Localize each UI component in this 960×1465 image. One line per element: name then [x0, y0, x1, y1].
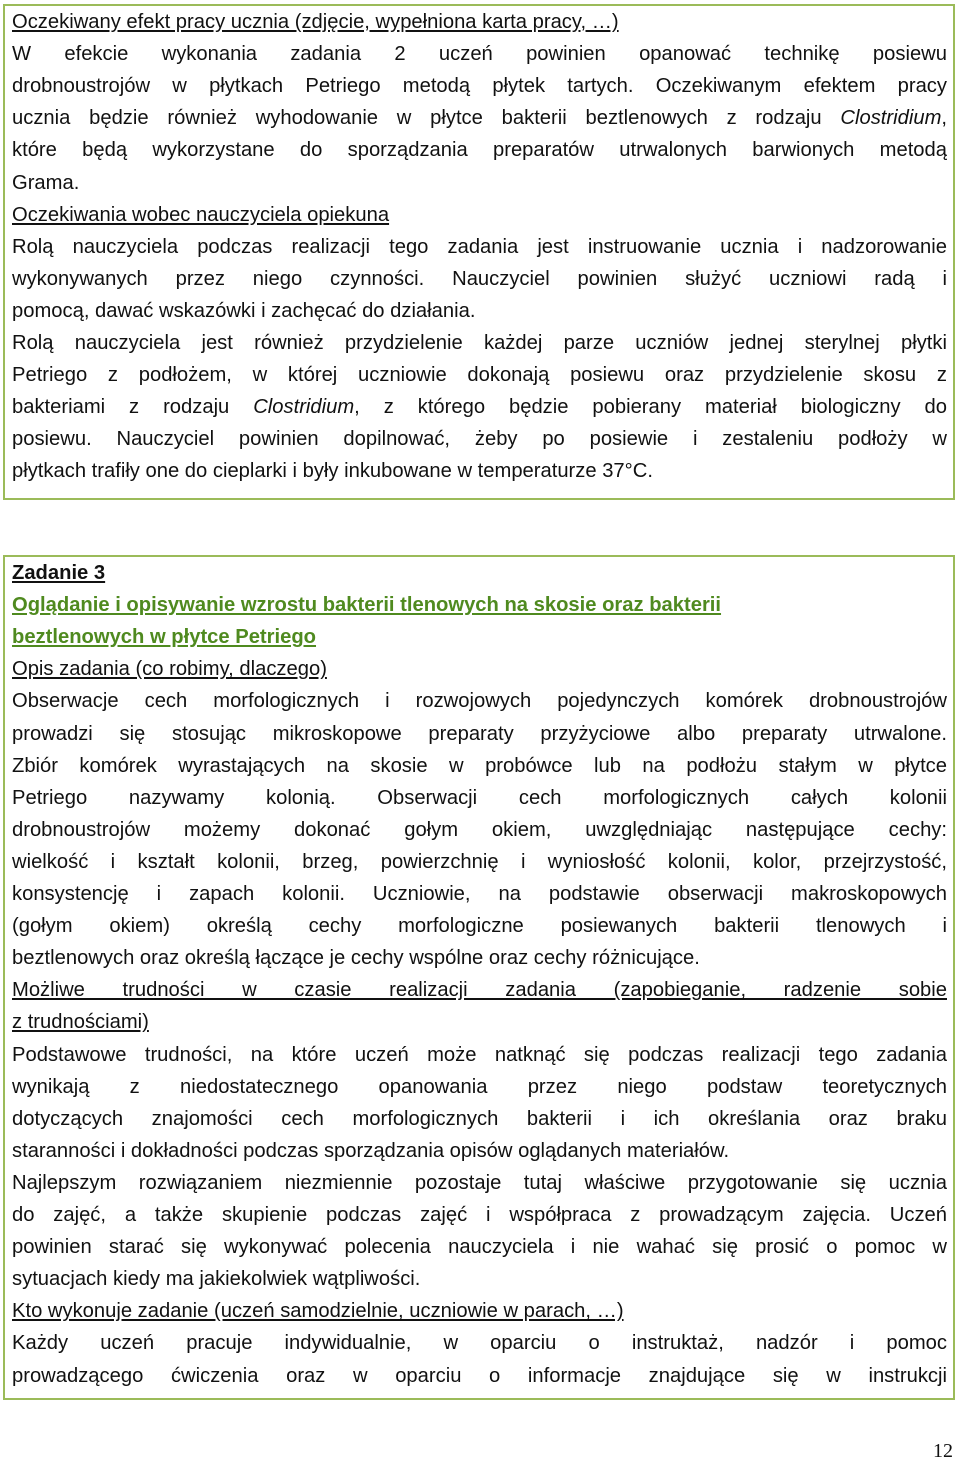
box2-line: (gołym okiem) określą cechy morfologiczne posiewanych bakterii tlenowych i [12, 915, 947, 938]
box1-line: płytkach trafiły one do cieplarki i były inkubowane w temperaturze 37°C. [12, 460, 653, 483]
box1-line: wykonywanych przez niego czynności. Nauczyciel powinien służyć uczniowi radą i [12, 267, 947, 290]
box1-line: Petriego z podłożem, w której uczniowie dokonają posiewu oraz przydzielenie skosu z [12, 364, 947, 387]
box2-line: konsystencję i zapach kolonii. Uczniowie, na podstawie obserwacji makroskopowych [12, 883, 947, 905]
box2-line: powinien starać się wykonywać polecenia nauczyciela i nie wahać się prosić o pomoc w [12, 1236, 947, 1259]
box1-line: drobnoustrojów w płytkach Petriego metodą płytek tartych. Oczekiwanym efektem pracy [12, 75, 947, 98]
box2-line: Zadanie 3 [12, 562, 106, 584]
box2-line: Każdy uczeń pracuje indywidualnie, w oparciu o instruktaż, nadzór i pomoc [12, 1332, 947, 1355]
box2-line: wynikają z niedostatecznego opanowania przez niego podstaw teoretycznych [12, 1075, 947, 1098]
box1-line: W efekcie wykonania zadania 2 uczeń powinien opanować technikę posiewu [12, 43, 947, 66]
box2-line: Obserwacje cech morfologicznych i rozwojowych pojedynczych komórek drobnoustrojów [12, 690, 947, 713]
box1-line: Grama. [12, 171, 80, 194]
box2-line: Opis zadania (co robimy, dlaczego) [12, 658, 327, 681]
box1-line: Rolą nauczyciela jest również przydzielenie każdej parze uczniów jednej sterylnej płytki [12, 332, 947, 354]
box2-line: prowadzącego ćwiczenia oraz w oparciu o informacje znajdujące się w instrukcji [12, 1364, 947, 1387]
box2-line: Najlepszym rozwiązaniem niezmiennie pozostaje tutaj właściwe przygotowanie się ucznia [12, 1171, 947, 1194]
box2-line: Oglądanie i opisywanie wzrostu bakterii tlenowych na skosie oraz bakterii [12, 594, 722, 617]
box2-line: Petriego nazywamy kolonią. Obserwacji cech morfologicznych całych kolonii [12, 786, 947, 809]
box1-line: Rolą nauczyciela podczas realizacji tego zadania jest instruowanie ucznia i nadzorowanie [12, 235, 947, 258]
box2-line: staranności i dokładności podczas sporządzania opisów oglądanych materiałów. [12, 1139, 730, 1162]
box2-line: Podstawowe trudności, na które uczeń może natknąć się podczas realizacji tego zadania [12, 1043, 947, 1066]
box2-line: Możliwe trudności w czasie realizacji zadania (zapobieganie, radzenie sobie [12, 979, 947, 1002]
box2-line: drobnoustrojów możemy dokonać gołym okiem, uwzględniając następujące cechy: [12, 818, 947, 841]
box2-line: do zajęć, a także skupienie podczas zajęć i współpraca z prowadzącym zajęcia. Uczeń [12, 1204, 947, 1226]
box1-line: ucznia będzie również wyhodowanie w płytce bakterii beztlenowych z rodzaju Clostridium, [12, 107, 947, 130]
box1-line: bakteriami z rodzaju Clostridium, z którego będzie pobierany materiał biologiczny do [12, 396, 947, 419]
box1-line: Oczekiwania wobec nauczyciela opiekuna [12, 203, 390, 226]
page-number: 12 [933, 1440, 953, 1462]
box2-line: Kto wykonuje zadanie (uczeń samodzielnie, uczniowie w parach, …) [12, 1300, 624, 1323]
box2-line: z trudnościami) [12, 1011, 149, 1034]
box1-line: które będą wykorzystane do sporządzania preparatów utrwalonych barwionych metodą [12, 139, 947, 162]
box2-line: beztlenowych w płytce Petriego [12, 626, 317, 649]
box2-line: Zbiór komórek wyrastających na skosie w probówce lub na podłożu stałym w płytce [12, 754, 947, 777]
box2-line: sytuacjach kiedy ma jakiekolwiek wątpliwości. [12, 1268, 421, 1291]
box2-line: prowadzi się stosując mikroskopowe preparaty przyżyciowe albo preparaty utrwalone. [12, 722, 947, 745]
box2-line: dotyczących znajomości cech morfologicznych bakterii i ich określania oraz braku [12, 1107, 947, 1130]
box1-line: Oczekiwany efekt pracy ucznia (zdjęcie, wypełniona karta pracy, …) [12, 11, 619, 33]
box1-line: pomocą, dawać wskazówki i zachęcać do działania. [12, 299, 476, 322]
box2-line: wielkość i kształt kolonii, brzeg, powierzchnię i wyniosłość kolonii, kolor, przejrzystość, [12, 850, 947, 873]
box2-line: beztlenowych oraz określą łączące je cechy wspólne oraz cechy różnicujące. [12, 947, 700, 970]
box1-line: posiewu. Nauczyciel powinien dopilnować, żeby po posiewie i zestaleniu podłoży w [12, 428, 947, 451]
